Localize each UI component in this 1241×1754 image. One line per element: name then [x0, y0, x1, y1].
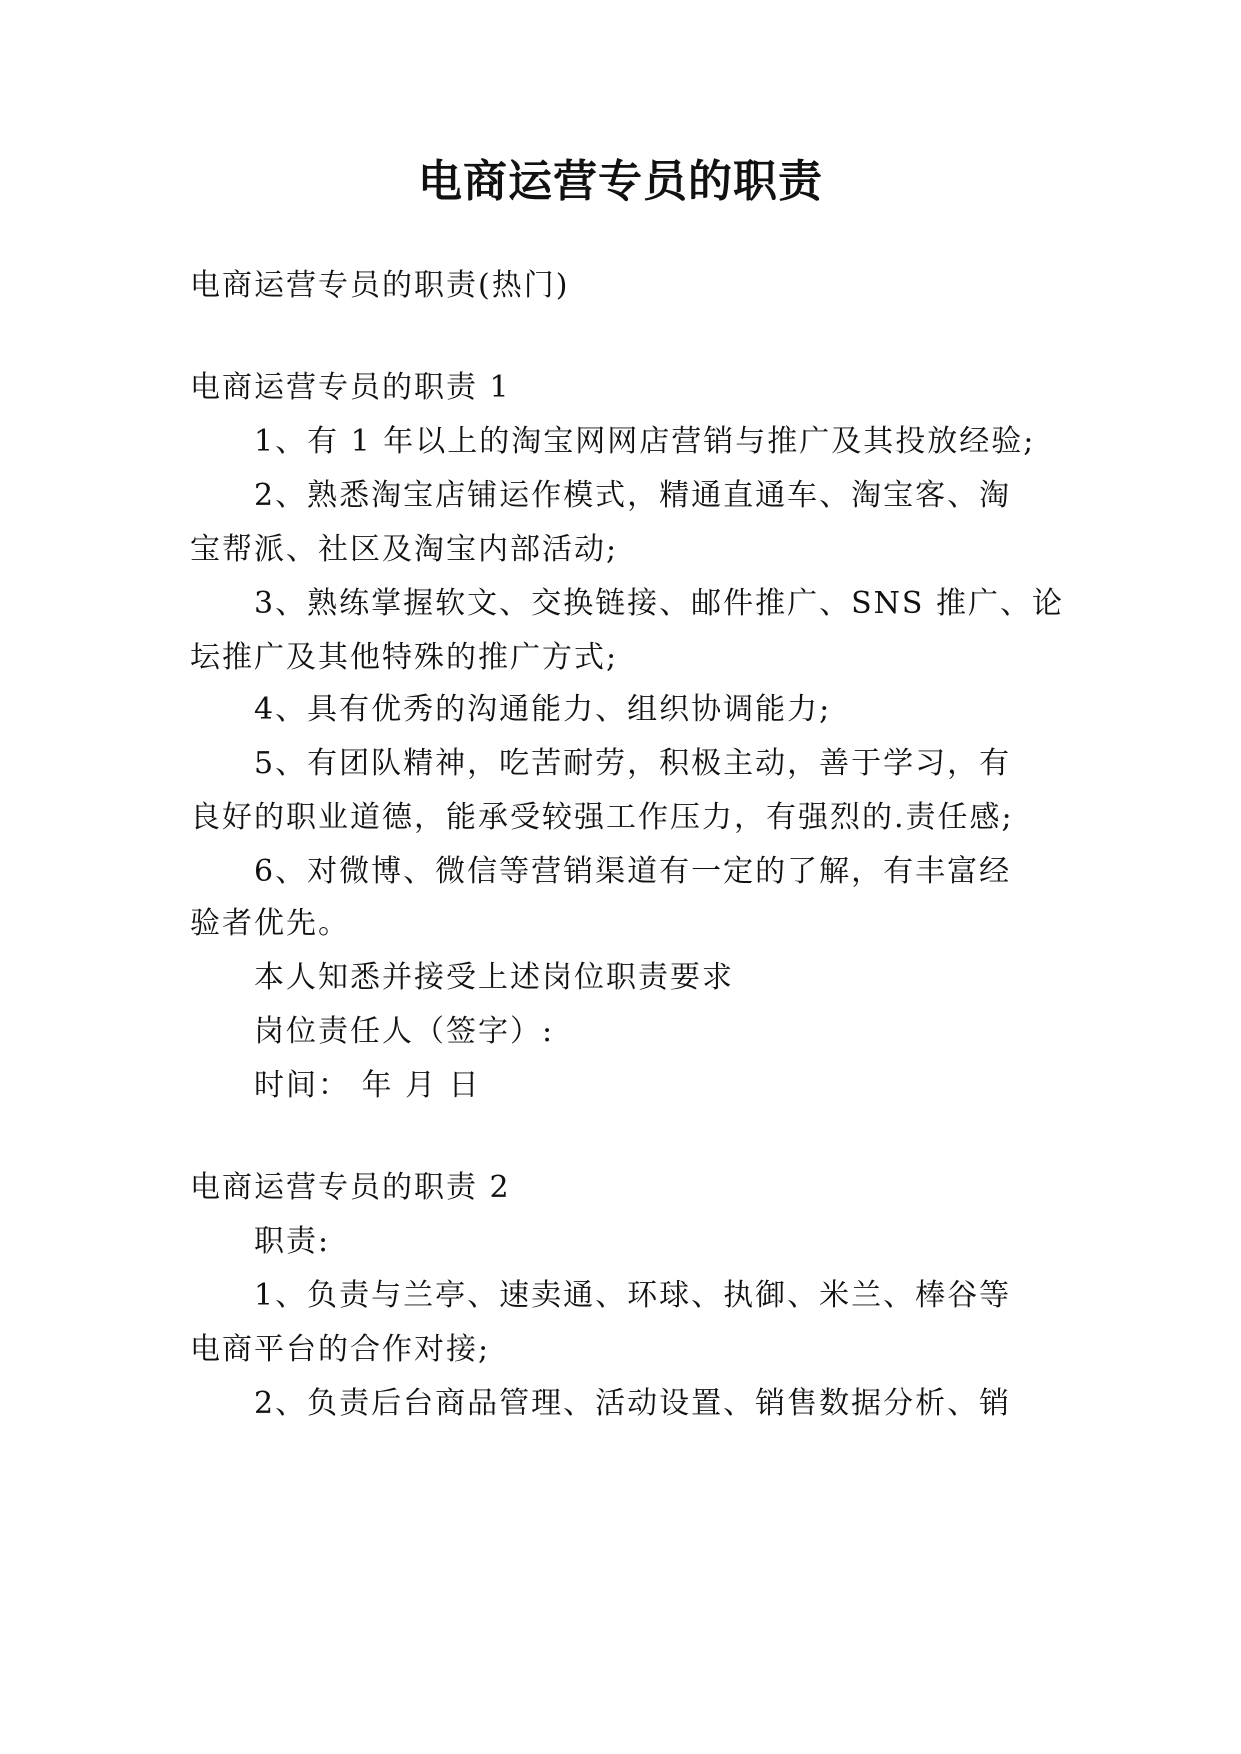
duty-item: 3、熟练掌握软文、交换链接、邮件推广、SNS 推广、论: [254, 586, 1064, 621]
duty-item-continued: 电商平台的合作对接;: [190, 1332, 491, 1367]
duty-item: 2、熟悉淘宝店铺运作模式，精通直通车、淘宝客、淘: [254, 478, 1012, 513]
section-heading-2: 电商运营专员的职责 2: [190, 1170, 511, 1205]
duty-item: 4、具有优秀的沟通能力、组织协调能力;: [254, 692, 832, 727]
duty-item-continued: 验者优先。: [190, 906, 350, 941]
duty-item-continued: 宝帮派、社区及淘宝内部活动;: [190, 532, 619, 567]
duty-item: 5、有团队精神，吃苦耐劳，积极主动，善于学习，有: [254, 746, 1012, 781]
duty-item: 6、对微博、微信等营销渠道有一定的了解，有丰富经: [254, 854, 1012, 889]
duty-item: 1、负责与兰亭、速卖通、环球、执御、米兰、棒谷等: [254, 1278, 1012, 1313]
duty-item: 2、负责后台商品管理、活动设置、销售数据分析、销: [254, 1386, 1012, 1421]
duty-item-continued: 良好的职业道德，能承受较强工作压力，有强烈的.责任感;: [190, 800, 1014, 835]
duty-item: 1、有 1 年以上的淘宝网网店营销与推广及其投放经验;: [254, 424, 1036, 459]
duty-item-continued: 坛推广及其他特殊的推广方式;: [190, 640, 619, 675]
signature-label: 岗位责任人（签字）:: [254, 1014, 555, 1049]
document-title: 电商运营专员的职责: [418, 156, 823, 207]
duty-heading: 职责:: [254, 1224, 331, 1259]
acknowledgement-text: 本人知悉并接受上述岗位职责要求: [254, 960, 734, 995]
document-subtitle: 电商运营专员的职责(热门): [190, 268, 570, 303]
section-heading-1: 电商运营专员的职责 1: [190, 370, 511, 405]
date-label: 时间： 年 月 日: [254, 1068, 481, 1103]
